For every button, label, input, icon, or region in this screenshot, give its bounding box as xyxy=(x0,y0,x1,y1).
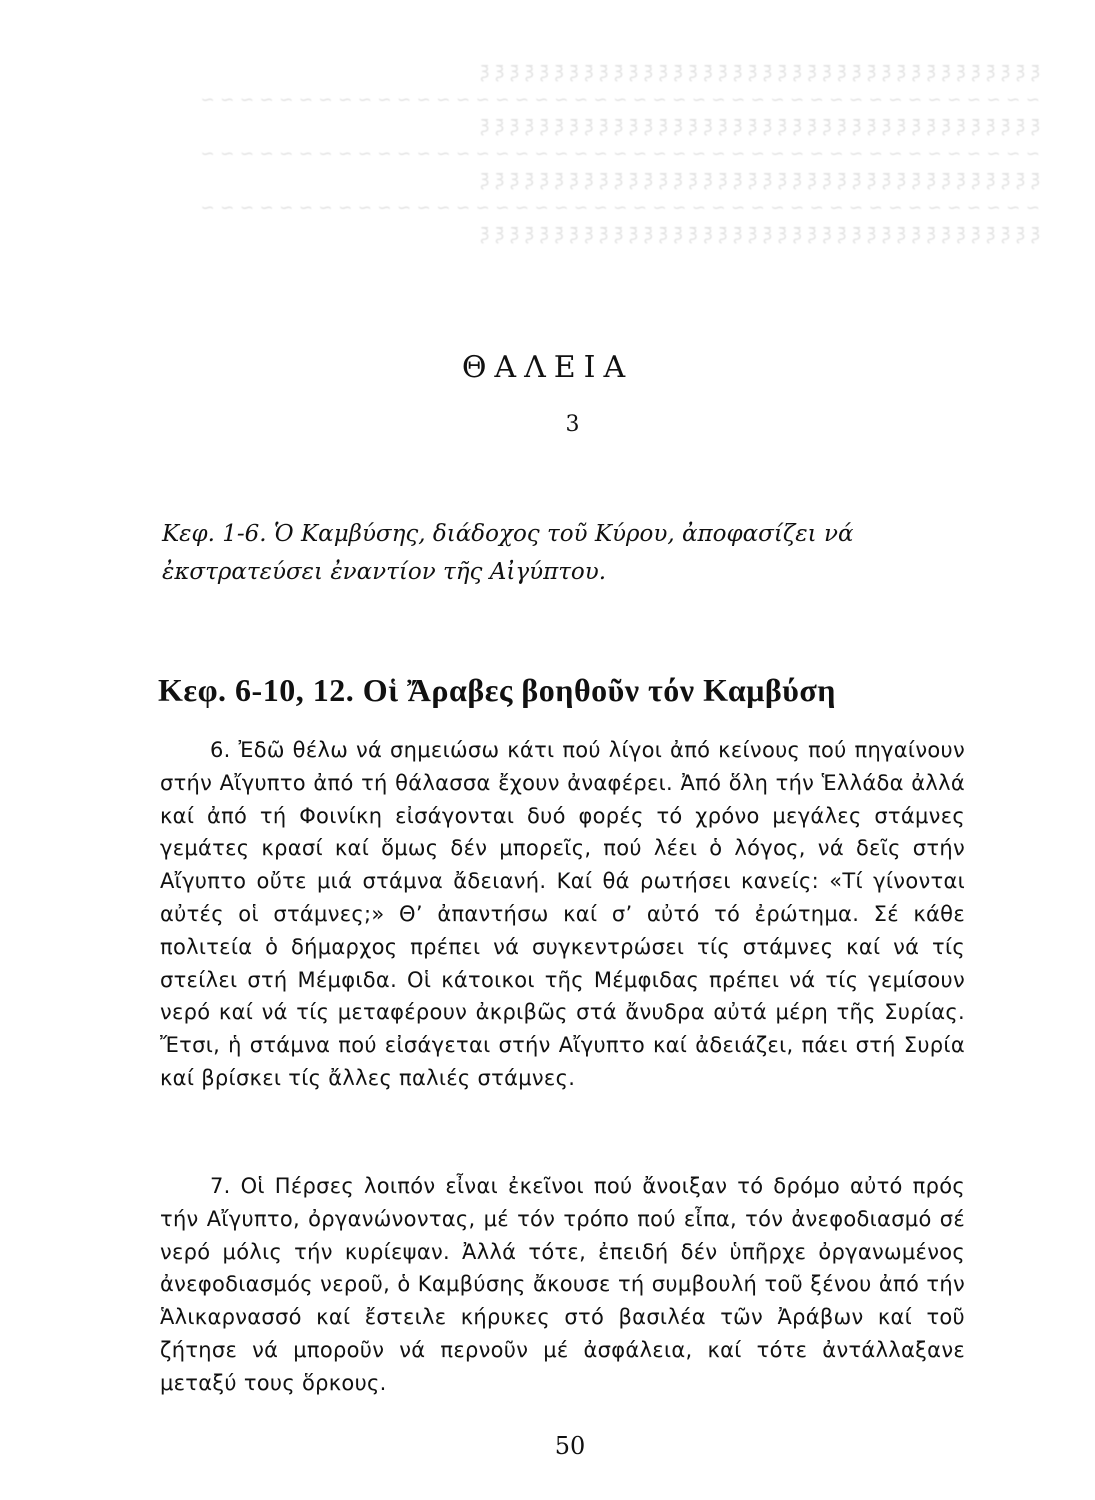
book-title: ΘΑΛΕΙΑ xyxy=(461,350,634,385)
show-through-text: ξ ξ ξ ξ ξ ξ ξ ξ ξ ξ ξ ξ ξ ξ ξ ξ ξ ξ ξ ξ ξ ξ ξ ξ ξ ξ ξ ξ ξ ξ ξ ξ ξ ξ ξ ξ ξ ξ ~ ~ ~ ~ ~ ~ ~ ~ ~ ~ ~ ~ ~ ~ ~ ~ ~ ~ ~ ~ ~ ~ ~ ~ ~ ~ ~ ~ ~ ~ ~ ~ ~ ~ ~ ~ ~ ~ ~ ~ ~ ~ ~ ξ ξ ξ ξ ξ ξ ξ ξ ξ ξ ξ ξ ξ ξ ξ ξ ξ ξ ξ ξ ξ ξ ξ ξ ξ ξ ξ ξ ξ ξ ξ ξ ξ ξ ξ ξ ξ ξ ~ ~ ~ ~ ~ ~ ~ ~ ~ ~ ~ ~ ~ ~ ~ ~ ~ ~ ~ ~ ~ ~ ~ ~ ~ ~ ~ ~ ~ ~ ~ ~ ~ ~ ~ ~ ~ ~ ~ ~ ~ ~ ~ ξ ξ ξ ξ ξ ξ ξ ξ ξ ξ ξ ξ ξ ξ ξ ξ ξ ξ ξ ξ ξ ξ ξ ξ ξ ξ ξ ξ ξ ξ ξ ξ ξ ξ ξ ξ ξ ξ ~ ~ ~ ~ ~ ~ ~ ~ ~ ~ ~ ~ ~ ~ ~ ~ ~ ~ ~ ~ ~ ~ ~ ~ ~ ~ ~ ~ ~ ~ ~ ~ ~ ~ ~ ~ ~ ~ ~ ~ ~ ~ ~ ξ ξ ξ ξ ξ ξ ξ ξ ξ ξ ξ ξ ξ ξ ξ ξ ξ ξ ξ ξ ξ ξ ξ ξ ξ ξ ξ ξ ξ ξ ξ ξ ξ ξ ξ ξ ξ ξ xyxy=(200,63,1040,245)
section-heading: Κεφ. 6-10, 12. Οἱ Ἄραβες βοηθοῦν τόν Καμβύση xyxy=(158,672,836,708)
chapter-summary: Κεφ. 1-6. Ὁ Καμβύσης, διάδοχος τοῦ Κύρου, ἀποφασίζει νά ἐκστρατεύσει ἐναντίον τῆς Αἰγύπτου. xyxy=(162,521,854,585)
book-number: 3 xyxy=(565,412,580,437)
paragraph-7: 7. Οἱ Πέρσες λοιπόν εἶναι ἐκεῖνοι πού ἄνοιξαν τό δρόμο αὐτό πρός τήν Αἴγυπτο, ὀργανώνοντας, μέ τόν τρόπο πού εἶπα, τόν ἀνεφοδιασμό σέ νερό μόλις τήν κυρίεψαν. Ἀλλά τότε, ἐπειδή δέν ὑπῆρχε ὀργανωμένος ἀνεφοδιασμός νεροῦ, ὁ Καμβύσης ἄκουσε τή συμβουλή τοῦ ξένου ἀπό τήν Ἁλικαρνασσό καί ἔστειλε κήρυκες στό βασιλέα τῶν Ἀράβων καί τοῦ ζήτησε νά μποροῦν νά περνοῦν μέ ἀσφάλεια, καί τότε ἀντάλλαξανε μεταξύ τους ὅρκους. xyxy=(160,1174,965,1395)
paragraph-6: 6. Ἐδῶ θέλω νά σημειώσω κάτι πού λίγοι ἀπό κείνους πού πηγαίνουν στήν Αἴγυπτο ἀπό τή θάλασσα ἔχουν ἀναφέρει. Ἀπό ὅλη τήν Ἑλλάδα ἀλλά καί ἀπό τή Φοινίκη εἰσάγονται δυό φορές τό χρόνο μεγάλες στάμνες γεμάτες κρασί καί ὅμως δέν μπορεῖς, πού λέει ὁ λόγος, νά δεῖς στήν Αἴγυπτο οὔτε μιά στάμνα ἄδειανή. Καί θά ρωτήσει κανείς: «Τί γίνονται αὐτές οἱ στάμνες;» Θ’ ἀπαντήσω καί σ’ αὐτό τό ἐρώτημα. Σέ κάθε πολιτεία ὁ δήμαρχος πρέπει νά συγκεντρώσει τίς στάμνες καί νά τίς στείλει στή Μέμφιδα. Οἱ κάτοικοι τῆς Μέμφιδας πρέπει νά τίς γεμίσουν νερό καί νά τίς μεταφέρουν ἀκριβῶς στά ἄνυδρα αὐτά μέρη τῆς Συρίας. Ἔτσι, ἡ στάμνα πού εἰσάγεται στήν Αἴγυπτο καί ἀδειάζει, πάει στή Συρία καί βρίσκει τίς ἄλλες παλιές στάμνες. xyxy=(160,738,965,1090)
page-number: 50 xyxy=(554,1432,586,1460)
